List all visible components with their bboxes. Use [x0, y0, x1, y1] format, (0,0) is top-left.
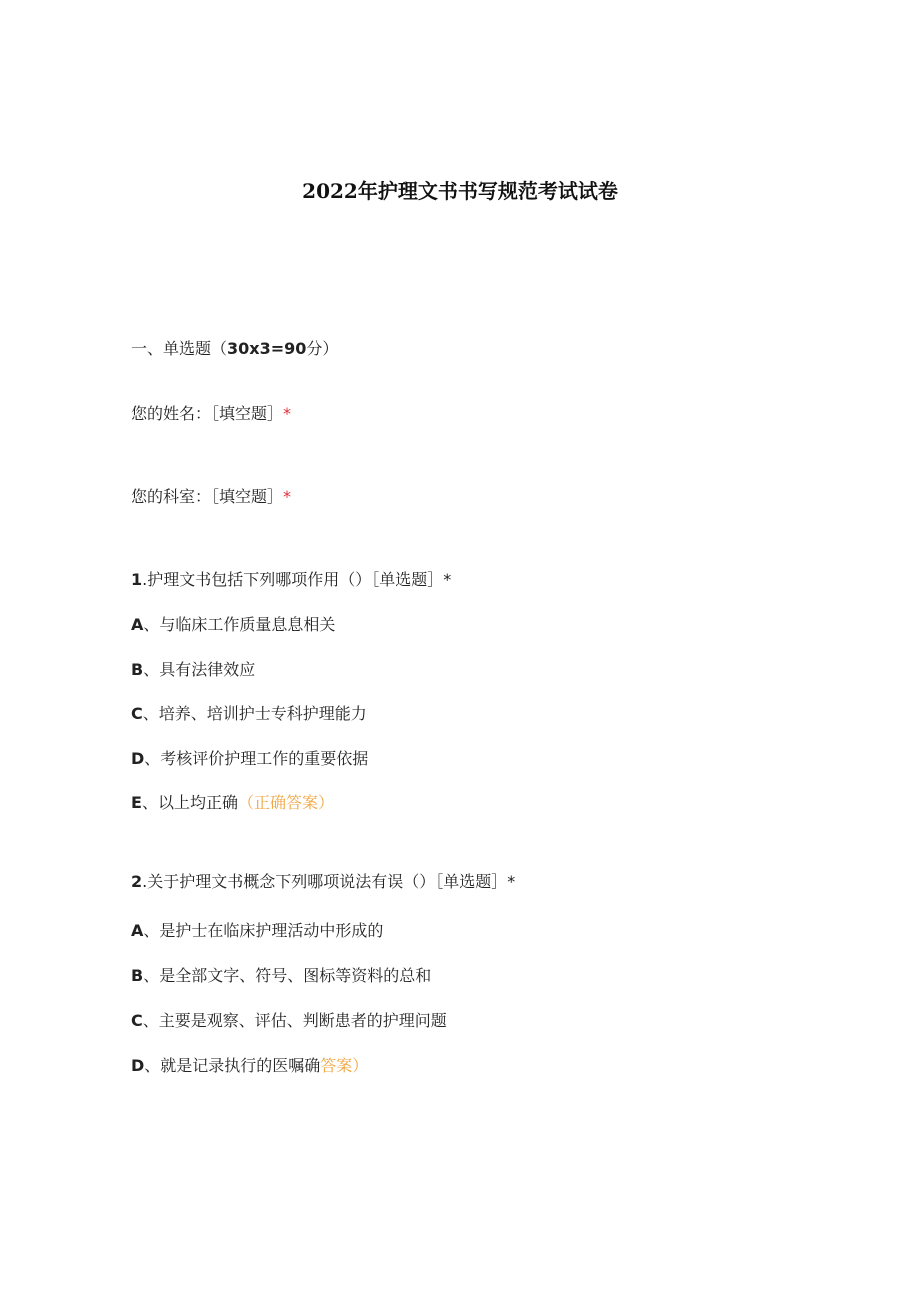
option-letter: C	[131, 704, 143, 723]
question-1-option-d[interactable]	[131, 748, 368, 770]
option-letter: A	[131, 921, 144, 940]
question-2-option-d[interactable]	[131, 1055, 368, 1077]
question-text: .护理文书包括下列哪项作用（）［单选题］*	[142, 570, 452, 589]
correct-answer-tag: 答案）	[320, 1056, 369, 1075]
question-1	[131, 569, 451, 591]
option-letter: D	[131, 1056, 145, 1075]
section-prefix: 一、单选题（	[131, 339, 228, 358]
department-field-label	[131, 486, 291, 508]
question-text: .关于护理文书概念下列哪项说法有误（）［单选题］*	[142, 872, 516, 891]
option-letter: B	[131, 660, 144, 679]
option-text: 、以上均正确	[141, 793, 238, 812]
option-letter: B	[131, 966, 144, 985]
question-1-option-e[interactable]	[131, 792, 334, 814]
option-letter: D	[131, 749, 145, 768]
name-field-label	[131, 403, 291, 425]
option-text: 、具有法律效应	[143, 660, 256, 679]
option-letter: E	[131, 793, 142, 812]
question-1-option-b[interactable]	[131, 659, 255, 681]
field-label: 您的科室：［填空题］	[131, 487, 284, 506]
option-text: 、主要是观察、评估、判断患者的护理问题	[142, 1011, 447, 1030]
question-2-option-a[interactable]	[131, 920, 383, 942]
exam-title: 2022年护理文书书写规范考试试卷	[302, 179, 618, 203]
required-mark: *	[283, 487, 292, 506]
section-heading	[131, 338, 338, 360]
field-label: 您的姓名：［填空题］	[131, 404, 284, 423]
section-score: 30x3=90	[227, 339, 307, 358]
option-text: 、是全部文字、符号、图标等资料的总和	[143, 966, 432, 985]
option-text: 、考核评价护理工作的重要依据	[144, 749, 369, 768]
question-number: 1	[131, 570, 143, 589]
option-text: 、培养、培训护士专科护理能力	[142, 704, 367, 723]
option-letter: A	[131, 615, 144, 634]
option-text: 、与临床工作质量息息相关	[143, 615, 336, 634]
option-text: 、是护士在临床护理活动中形成的	[143, 921, 384, 940]
correct-answer-tag: （正确答案）	[237, 793, 334, 812]
option-letter: C	[131, 1011, 143, 1030]
question-number: 2	[131, 872, 143, 891]
question-1-option-a[interactable]	[131, 614, 335, 636]
question-2-option-c[interactable]	[131, 1010, 447, 1032]
question-1-option-c[interactable]	[131, 703, 367, 725]
question-2-option-b[interactable]	[131, 965, 431, 987]
required-mark: *	[283, 404, 292, 423]
section-suffix: 分）	[306, 339, 339, 358]
question-2	[131, 871, 515, 893]
option-text: 、就是记录执行的医嘱确	[144, 1056, 321, 1075]
